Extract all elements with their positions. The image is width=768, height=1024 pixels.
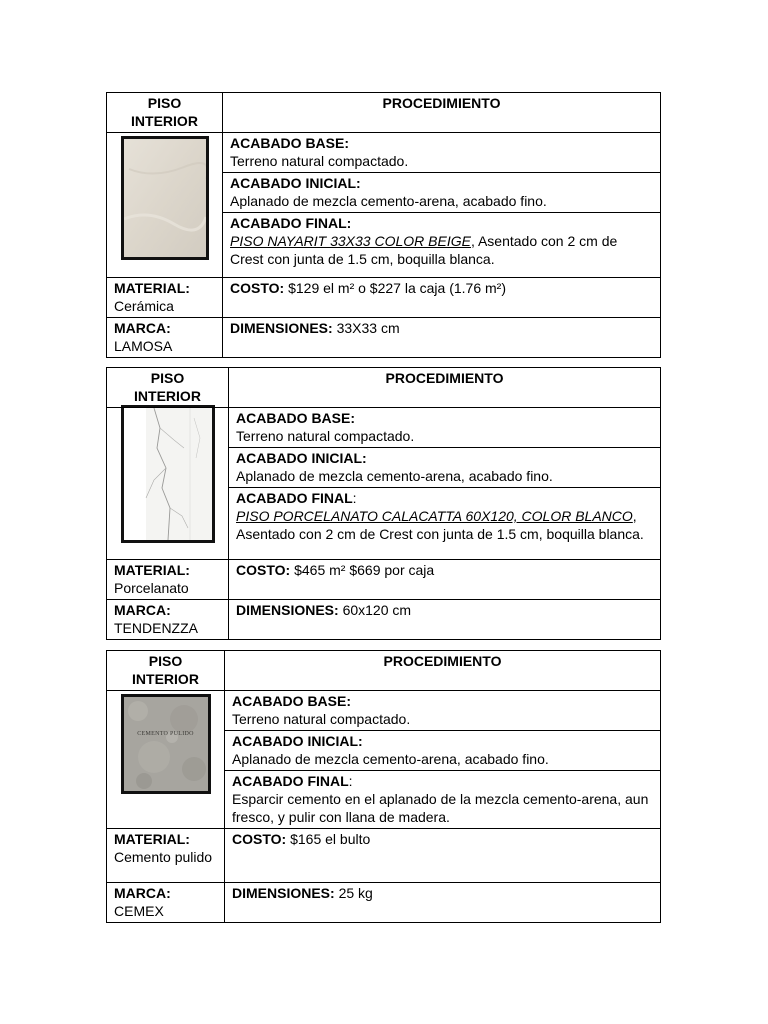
acabado-base-cell	[223, 133, 661, 173]
material-label: MATERIAL:	[114, 562, 190, 578]
header-piso-interior: PISO INTERIOR	[132, 653, 199, 687]
acabado-base-label: ACABADO BASE:	[230, 135, 349, 151]
white-marble-tile-image	[121, 405, 215, 543]
header-piso-interior: PISO INTERIOR	[134, 370, 201, 404]
acabado-final-text: , Asentado con 2 cm de Crest con junta de 1.5 cm, boquilla blanca.	[236, 508, 644, 542]
acabado-final-label: ACABADO FINAL	[232, 773, 349, 789]
marca-cell	[107, 318, 223, 358]
marca-cell	[107, 600, 229, 640]
acabado-final-product: PISO NAYARIT 33X33 COLOR BEIGE	[230, 233, 471, 249]
acabado-inicial-label: ACABADO INICIAL:	[230, 175, 361, 191]
dimensiones-label: DIMENSIONES:	[236, 602, 339, 618]
header-procedimiento: PROCEDIMIENTO	[382, 95, 501, 111]
costo-cell	[225, 829, 661, 883]
header-piso-interior: PISO INTERIOR	[131, 95, 198, 129]
acabado-final-product: PISO PORCELANATO CALACATTA 60X120, COLOR BLANCO	[236, 508, 633, 524]
acabado-inicial-cell	[225, 731, 661, 771]
costo-value: $129 el m² o $227 la caja (1.76 m²)	[288, 280, 506, 296]
acabado-base-label: ACABADO BASE:	[232, 693, 351, 709]
costo-label: COSTO:	[232, 831, 287, 847]
marca-value: LAMOSA	[114, 338, 173, 354]
costo-label: COSTO:	[230, 280, 285, 296]
tile-caption: CEMENTO PULIDO	[137, 731, 194, 737]
acabado-inicial-text: Aplanado de mezcla cemento-arena, acabado fino.	[236, 468, 553, 484]
col-header-piso-interior	[107, 93, 223, 133]
spec-table-1	[106, 92, 661, 358]
acabado-inicial-label: ACABADO INICIAL:	[232, 733, 363, 749]
acabado-base-text: Terreno natural compactado.	[236, 428, 415, 444]
costo-cell	[229, 560, 661, 600]
costo-cell	[223, 278, 661, 318]
material-label: MATERIAL:	[114, 280, 190, 296]
acabado-final-label: ACABADO FINAL:	[230, 215, 352, 231]
acabado-final-text: , Asentado con 2 cm de Crest con junta de 1.5 cm, boquilla blanca.	[230, 233, 618, 267]
marca-label: MARCA:	[114, 602, 171, 618]
acabado-final-cell	[223, 213, 661, 278]
spec-table-3	[106, 650, 661, 923]
acabado-base-cell	[225, 691, 661, 731]
tile-image-cell	[107, 691, 225, 829]
acabado-base-cell	[229, 408, 661, 448]
col-header-procedimiento	[229, 368, 661, 408]
material-cell	[107, 829, 225, 883]
col-header-procedimiento	[223, 93, 661, 133]
col-header-piso-interior	[107, 651, 225, 691]
acabado-inicial-cell	[223, 173, 661, 213]
costo-value: $465 m² $669 por caja	[294, 562, 435, 578]
material-value: Cemento pulido	[114, 849, 213, 865]
dimensiones-cell	[229, 600, 661, 640]
material-label: MATERIAL:	[114, 831, 190, 847]
header-procedimiento: PROCEDIMIENTO	[385, 370, 504, 386]
acabado-inicial-text: Aplanado de mezcla cemento-arena, acabado fino.	[230, 193, 547, 209]
acabado-base-label: ACABADO BASE:	[236, 410, 355, 426]
marca-value: TENDENZZA	[114, 620, 198, 636]
marca-value: CEMEX	[114, 903, 164, 919]
spec-table-2	[106, 367, 661, 640]
acabado-base-text: Terreno natural compactado.	[232, 711, 411, 727]
acabado-inicial-label: ACABADO INICIAL:	[236, 450, 367, 466]
polished-cement-tile-image	[121, 694, 211, 794]
marca-label: MARCA:	[114, 320, 171, 336]
acabado-final-colon: :	[348, 773, 353, 789]
acabado-base-text: Terreno natural compactado.	[230, 153, 409, 169]
acabado-final-label: ACABADO FINAL	[236, 490, 353, 506]
acabado-final-text: Esparcir cemento en el aplanado de la mezcla cemento-arena, aun fresco, y pulir con llana de madera.	[232, 791, 649, 825]
acabado-inicial-cell	[229, 448, 661, 488]
dimensiones-cell	[225, 883, 661, 923]
acabado-final-colon: :	[352, 490, 357, 506]
material-value: Cerámica	[114, 298, 174, 314]
dimensiones-value: 33X33 cm	[336, 320, 400, 336]
dimensiones-cell	[223, 318, 661, 358]
costo-value: $165 el bulto	[290, 831, 371, 847]
costo-label: COSTO:	[236, 562, 291, 578]
col-header-procedimiento	[225, 651, 661, 691]
tile-image-cell	[107, 133, 223, 278]
marca-label: MARCA:	[114, 885, 171, 901]
material-cell	[107, 278, 223, 318]
dimensiones-label: DIMENSIONES:	[232, 885, 335, 901]
col-header-piso-interior	[107, 368, 229, 408]
beige-ceramic-tile-image	[121, 136, 209, 260]
marca-cell	[107, 883, 225, 923]
material-cell	[107, 560, 229, 600]
dimensiones-value: 25 kg	[338, 885, 373, 901]
acabado-final-cell	[225, 771, 661, 829]
acabado-final-cell	[229, 488, 661, 560]
tile-image-cell	[107, 408, 229, 560]
acabado-inicial-text: Aplanado de mezcla cemento-arena, acabado fino.	[232, 751, 549, 767]
dimensiones-label: DIMENSIONES:	[230, 320, 333, 336]
material-value: Porcelanato	[114, 580, 189, 596]
header-procedimiento: PROCEDIMIENTO	[383, 653, 502, 669]
dimensiones-value: 60x120 cm	[342, 602, 412, 618]
